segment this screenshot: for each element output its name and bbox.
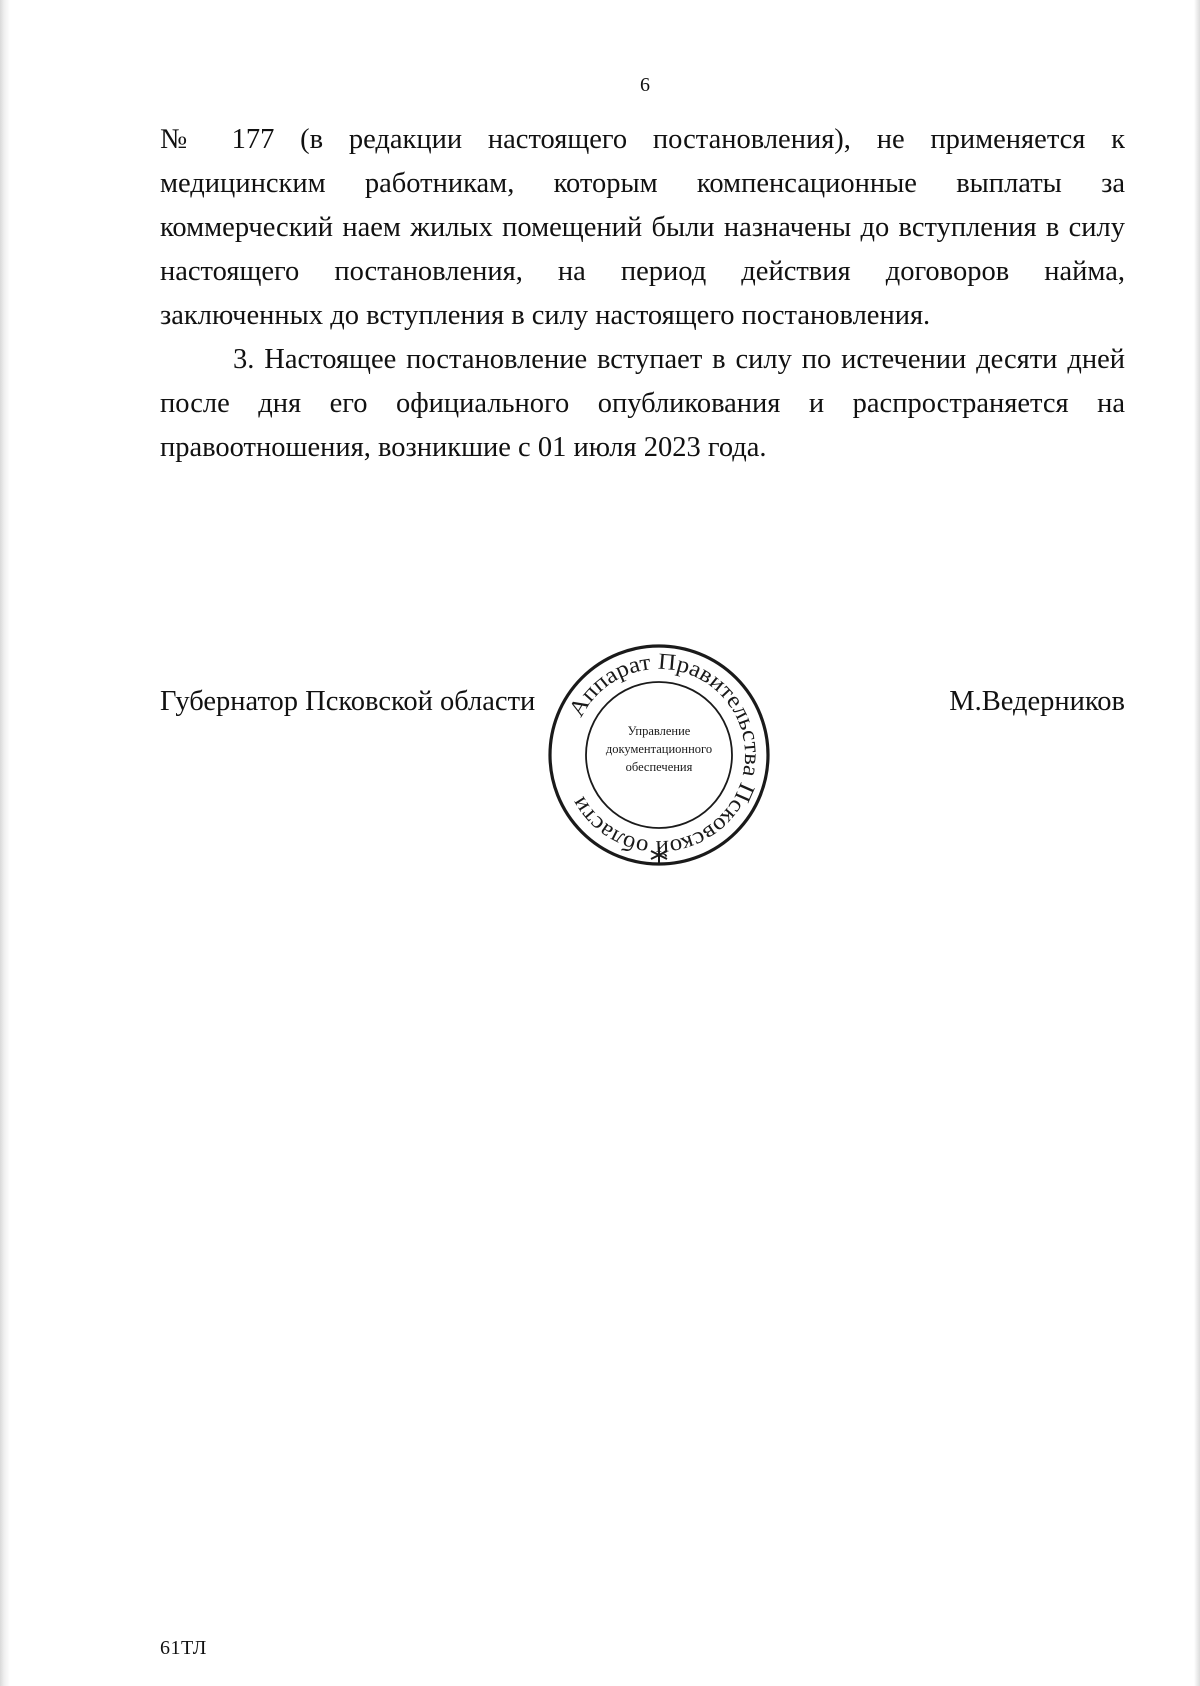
footer-document-code: 61ТЛ bbox=[160, 1637, 207, 1659]
seal-inner-line-1: Управление bbox=[627, 724, 691, 738]
document-body bbox=[160, 118, 1125, 470]
signatory-name: М.Ведерников bbox=[949, 686, 1125, 717]
scan-edge-right bbox=[1194, 0, 1200, 1686]
paragraph-clause-3: 3. Настоящее постановление вступает в силу по истечении десяти дней после дня его официального опубликования и распространяется на правоотношения, возникшие с 01 июля 2023 года. bbox=[160, 344, 1125, 463]
seal-inner-line-2: документационного bbox=[605, 742, 713, 756]
page-number: 6 bbox=[640, 74, 650, 96]
seal-inner-line-3: обеспечения bbox=[625, 760, 693, 774]
seal-outer-text: Аппарат Правительства Псковской области bbox=[563, 648, 766, 862]
signatory-title: Губернатор Псковской области bbox=[160, 686, 536, 717]
scan-edge-left bbox=[0, 0, 10, 1686]
official-seal-stamp bbox=[544, 640, 774, 870]
paragraph-continuation: № 177 (в редакции настоящего постановления), не применяется к медицинским работникам, которым компенсационные выплаты за коммерческий наем жилых помещений были назначены до вступления в силу настоящего постановления, на период действия договоров найма, заключенных до вступления в силу настоящего постановления. bbox=[160, 124, 1125, 331]
